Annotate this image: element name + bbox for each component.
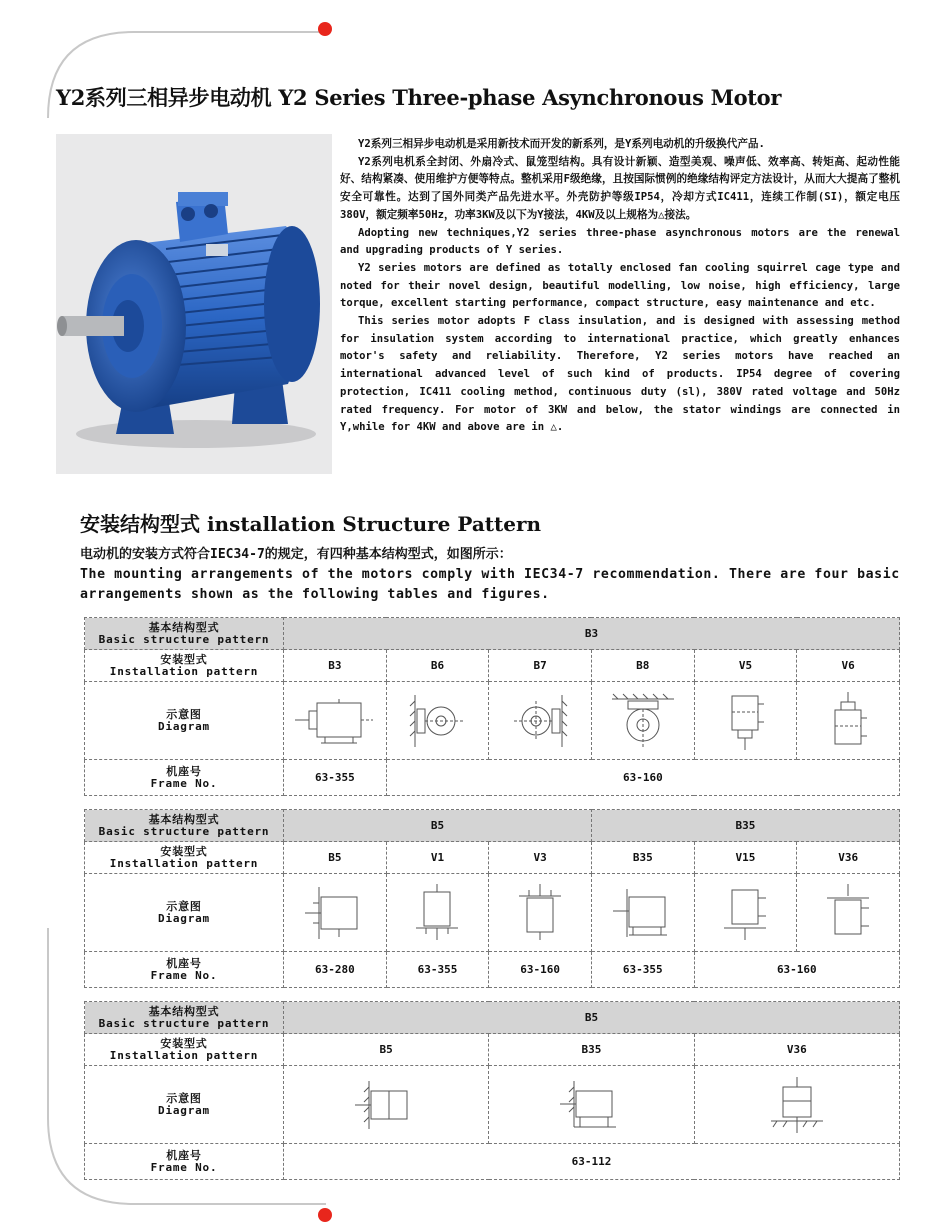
intro-paragraph: Adopting new techniques,Y2 series three-phase asynchronous motors are the renewal and upgrading products of Y series. xyxy=(340,226,900,257)
section-cn-text: 电动机的安装方式符合IEC34-7的规定，有四种基本结构型式，如图所示： xyxy=(80,547,512,562)
frame-no-cell: 63-355 xyxy=(591,952,694,988)
motor-diagram-v36 xyxy=(823,882,873,944)
section-title: 安装结构型式 installation Structure Pattern xyxy=(80,512,542,536)
diagram-cell xyxy=(284,1066,489,1144)
motor-diagram-b5 xyxy=(303,883,367,943)
basic-pattern-value: B5 xyxy=(284,1002,900,1034)
install-pattern-cell: V36 xyxy=(694,1034,899,1066)
diagram-label: 示意图 Diagram xyxy=(85,874,284,952)
install-pattern-cell: B6 xyxy=(386,650,489,682)
motor-diagram-v3 xyxy=(515,882,565,944)
structure-table-b3 xyxy=(84,617,900,796)
diagram-cell xyxy=(694,1066,899,1144)
install-pattern-label: 安装型式 Installation pattern xyxy=(85,650,284,682)
frame-no-label: 机座号 Frame No. xyxy=(85,1144,284,1180)
frame-no-cell: 63-355 xyxy=(284,760,387,796)
install-pattern-cell: V36 xyxy=(797,842,900,874)
diagram-cell xyxy=(386,682,489,760)
frame-no-label: 机座号 Frame No. xyxy=(85,760,284,796)
intro-paragraph: Y2系列电机系全封闭、外扇冷式、鼠笼型结构。具有设计新颖、造型美观、噪声低、效率高、转矩高、起动性能好、结构紧凑、使用维护方便等特点。整机采用F级绝缘，且按国际惯例的绝缘结构评定方法设计，从而大大提高了整机安全可靠性。达到了国外同类产品先进水平。外壳防护等级IP54，冷却方式IC411，连续工作制(SI)，额定电压380V，额定频率50Hz，功率3KW及以下为Y接法，4KW及以上规格为△接法。 xyxy=(340,155,900,221)
bottom-red-dot xyxy=(318,1208,332,1222)
install-pattern-cell: B3 xyxy=(284,650,387,682)
intro-text xyxy=(340,136,900,437)
motor-diagram-v1 xyxy=(412,882,462,944)
diagram-cell xyxy=(386,874,489,952)
diagram-cell xyxy=(591,682,694,760)
intro-paragraph: This series motor adopts F class insulation, and is designed with assessing method for insulation system according to international practice, which greatly enhances motor's safety and reliability. Therefore, Y2 series motors have reached an international advanced level of such kind of products. IP54 degree of covering protection, IC411 cooling method, continuous duty (sl), 380V rated voltage and 50Hz rated frequency. For motor of 3KW and below, the stator windings are connected in Y,while for 4KW and above are in △. xyxy=(340,315,900,434)
diagram-cell xyxy=(694,682,797,760)
frame-no-label: 机座号 Frame No. xyxy=(85,952,284,988)
basic-pattern-value: B5 xyxy=(284,810,592,842)
frame-no-cell: 63-160 xyxy=(489,952,592,988)
basic-pattern-value: B3 xyxy=(284,618,900,650)
install-pattern-cell: V5 xyxy=(694,650,797,682)
frame-no-cell: 63-280 xyxy=(284,952,387,988)
frame-no-cell: 63-355 xyxy=(386,952,489,988)
install-pattern-cell: B5 xyxy=(284,1034,489,1066)
diagram-cell xyxy=(284,682,387,760)
diagram-cell xyxy=(591,874,694,952)
motor-diagram-b8 xyxy=(608,691,678,751)
frame-no-cell: 63-112 xyxy=(284,1144,900,1180)
install-pattern-cell: B7 xyxy=(489,650,592,682)
top-red-dot xyxy=(318,22,332,36)
motor-photo xyxy=(56,134,332,474)
motor-diagram-b6 xyxy=(407,691,467,751)
diagram-label: 示意图 Diagram xyxy=(85,682,284,760)
motor-diagram-b7 xyxy=(510,691,570,751)
diagram-label: 示意图 Diagram xyxy=(85,1066,284,1144)
motor-diagram-v6 xyxy=(823,690,873,752)
frame-no-cell: 63-160 xyxy=(694,952,899,988)
section-en-text: The mounting arrangements of the motors comply with IEC34-7 recommendation. There are four basic arrangements shown as the following tables and figures. xyxy=(80,567,900,602)
basic-pattern-label: 基本结构型式 Basic structure pattern xyxy=(85,810,284,842)
motor-diagram-b35 xyxy=(611,883,675,943)
install-pattern-cell: B5 xyxy=(284,842,387,874)
install-pattern-cell: B35 xyxy=(489,1034,694,1066)
intro-paragraph: Y2系列三相异步电动机是采用新技术而开发的新系列，是Y系列电动机的升级换代产品. xyxy=(358,138,765,150)
diagram-cell xyxy=(797,682,900,760)
install-pattern-cell: V6 xyxy=(797,650,900,682)
page-title: Y2系列三相异步电动机 Y2 Series Three-phase Asynchronous Motor xyxy=(56,85,782,110)
motor-diagram-v5 xyxy=(720,690,770,752)
basic-pattern-label: 基本结构型式 Basic structure pattern xyxy=(85,618,284,650)
diagram-cell xyxy=(797,874,900,952)
diagram-cell xyxy=(489,682,592,760)
diagram-cell xyxy=(694,874,797,952)
structure-table-b5-small xyxy=(84,1001,900,1180)
motor-diagram-b35-small xyxy=(556,1077,626,1133)
install-pattern-cell: B8 xyxy=(591,650,694,682)
frame-no-cell: 63-160 xyxy=(386,760,899,796)
install-pattern-cell: V3 xyxy=(489,842,592,874)
install-pattern-label: 安装型式 Installation pattern xyxy=(85,1034,284,1066)
install-pattern-cell: V1 xyxy=(386,842,489,874)
motor-diagram-v36-small xyxy=(767,1075,827,1135)
diagram-cell xyxy=(489,874,592,952)
basic-pattern-value: B35 xyxy=(591,810,899,842)
install-pattern-label: 安装型式 Installation pattern xyxy=(85,842,284,874)
motor-diagram-v15 xyxy=(720,882,770,944)
structure-table-b5-b35 xyxy=(84,809,900,988)
install-pattern-cell: V15 xyxy=(694,842,797,874)
intro-paragraph: Y2 series motors are defined as totally enclosed fan cooling squirrel cage type and noted for their novel design, beautiful modelling, low noise, high efficiency, large torque, excellent starting performance, compact structure, easy maintenance and etc. xyxy=(340,261,900,310)
diagram-cell xyxy=(489,1066,694,1144)
motor-diagram-b3 xyxy=(295,693,375,749)
motor-diagram-b5-small xyxy=(351,1077,421,1133)
install-pattern-cell: B35 xyxy=(591,842,694,874)
diagram-cell xyxy=(284,874,387,952)
basic-pattern-label: 基本结构型式 Basic structure pattern xyxy=(85,1002,284,1034)
